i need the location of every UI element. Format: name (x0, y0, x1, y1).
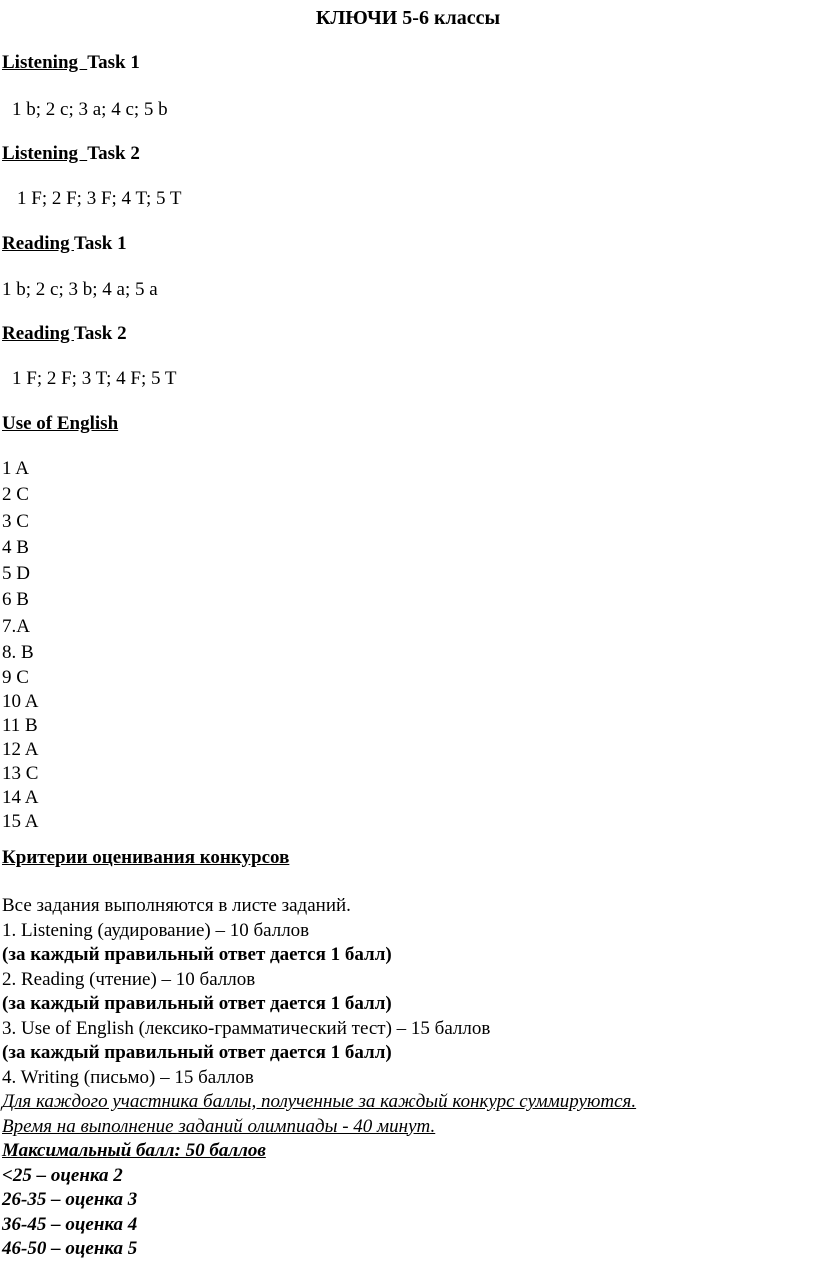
listening-task2-answers: 1 F; 2 F; 3 F; 4 T; 5 T (17, 188, 182, 209)
reading-task2-heading-rest: Task 2 (73, 323, 127, 344)
page-title: КЛЮЧИ 5-6 классы (315, 7, 501, 29)
uoe-answer: 9 C (2, 667, 29, 689)
criteria-max-score: Максимальный балл: 50 баллов (2, 1140, 266, 1161)
reading-task1-answers: 1 b; 2 c; 3 b; 4 a; 5 a (2, 279, 158, 300)
reading-task2-heading-underlined: Reading (2, 323, 74, 344)
listening-task2-heading-underlined: Listening (2, 143, 88, 164)
uoe-answer: 5 D (2, 563, 30, 585)
criteria-line: 4. Writing (письмо) – 15 баллов (2, 1066, 254, 1088)
criteria-list (2, 894, 812, 1262)
reading-task1-heading-rest: Task 1 (73, 233, 127, 254)
criteria-time-note: Время на выполнение заданий олимпиады - 40 минут. (2, 1115, 436, 1137)
criteria-grade: <25 – оценка 2 (2, 1164, 123, 1186)
uoe-answer: 3 C (2, 510, 29, 532)
uoe-answer: 1 A (2, 458, 29, 479)
uoe-answer: 13 C (2, 763, 39, 785)
uoe-answer: 2 C (2, 484, 29, 506)
criteria-line: (за каждый правильный ответ дается 1 балл) (2, 993, 392, 1014)
listening-task2-heading-rest: Task 2 (87, 143, 140, 164)
use-of-english-heading (2, 412, 118, 436)
listening-task1-heading-underlined: Listening (2, 52, 88, 73)
listening-task1-answers: 1 b; 2 c; 3 a; 4 c; 5 b (12, 99, 168, 120)
reading-task2-answers: 1 F; 2 F; 3 T; 4 F; 5 T (12, 368, 177, 389)
criteria-heading: Критерии оценивания конкурсов (2, 847, 290, 868)
uoe-answer: 14 A (2, 787, 39, 809)
uoe-answer: 10 A (2, 691, 39, 713)
criteria-summing-note: Для каждого участника баллы, полученные за каждый конкурс суммируются. (2, 1091, 637, 1112)
criteria-line: 3. Use of English (лексико-грамматический тест) – 15 баллов (2, 1017, 491, 1039)
uoe-answer: 11 B (2, 715, 38, 737)
criteria-line: (за каждый правильный ответ дается 1 балл) (2, 944, 392, 965)
listening-task1-heading-rest: Task 1 (87, 52, 140, 73)
use-of-english-answers (2, 456, 38, 834)
criteria-line: (за каждый правильный ответ дается 1 балл) (2, 1042, 392, 1063)
uoe-answer: 7.A (2, 615, 30, 637)
criteria-grade: 26-35 – оценка 3 (2, 1189, 138, 1210)
reading-task1-heading-underlined: Reading (2, 233, 74, 254)
uoe-answer: 15 A (2, 811, 39, 833)
uoe-answer: 8. B (2, 642, 34, 664)
criteria-intro: Все задания выполняются в листе заданий. (2, 895, 351, 916)
use-of-english-heading-text: Use of English (2, 413, 119, 434)
uoe-answer: 12 A (2, 739, 39, 761)
criteria-line: 2. Reading (чтение) – 10 баллов (2, 968, 256, 990)
criteria-line: 1. Listening (аудирование) – 10 баллов (2, 919, 310, 941)
listening-task1-heading (2, 51, 140, 75)
uoe-answer: 4 B (2, 536, 29, 558)
uoe-answer: 6 B (2, 589, 29, 611)
criteria-grade: 46-50 – оценка 5 (2, 1238, 138, 1259)
criteria-grade: 36-45 – оценка 4 (2, 1213, 138, 1235)
reading-task1-heading (2, 232, 127, 256)
reading-task2-heading (2, 322, 127, 346)
listening-task2-heading (2, 142, 140, 166)
